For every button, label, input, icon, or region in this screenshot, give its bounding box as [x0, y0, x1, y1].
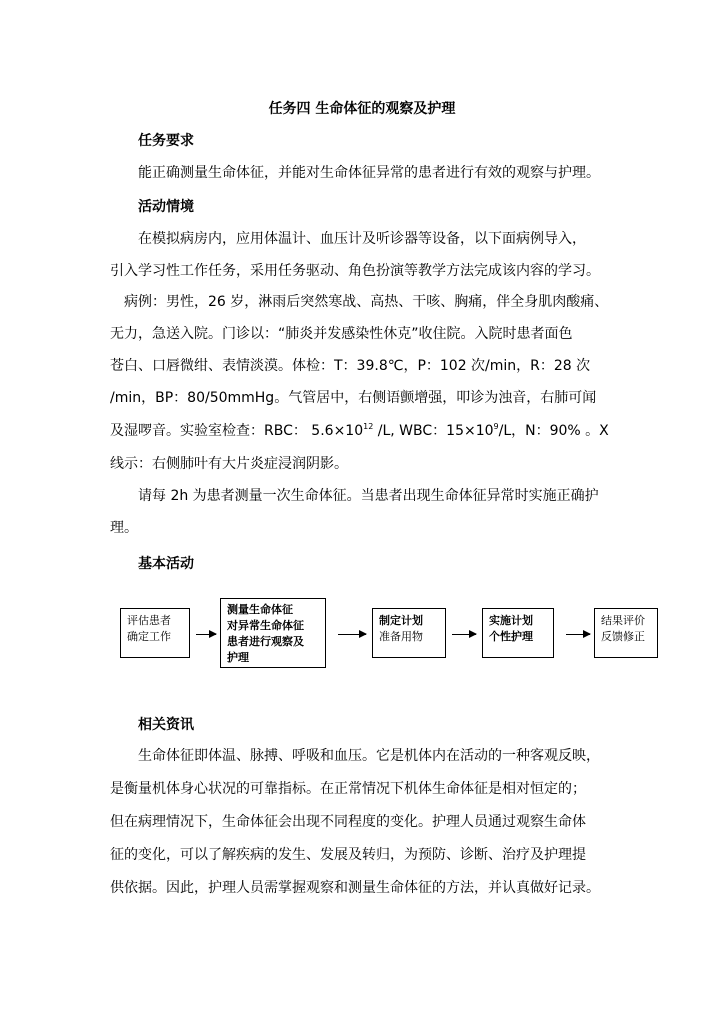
paragraph-line: 病例：男性，26 岁，淋雨后突然寒战、高热、干咳、胸痛，伴全身肌肉酸痛、 [124, 294, 609, 310]
flow-step-implement [482, 608, 554, 658]
lab-exponent-wbc: 9 [493, 422, 499, 431]
flow-arrow [566, 634, 590, 635]
paragraph-line: 生命体征即体温、脉搏、呼吸和血压。它是机体内在活动的一种客观反映， [138, 748, 600, 764]
paragraph-line: 在模拟病房内，应用体温计、血压计及听诊器等设备，以下面病例导入， [138, 231, 586, 247]
paragraph-line: 供依据。因此，护理人员需掌握观察和测量生命体征的方法，并认真做好记录。 [110, 880, 600, 896]
paragraph-line: 请每 2h 为患者测量一次生命体征。当患者出现生命体征异常时实施正确护 [138, 488, 599, 504]
heading-basic-activity: 基本活动 [138, 556, 194, 572]
flow-step-text: 评估患者 [127, 614, 171, 627]
paragraph-line: 理。 [110, 520, 138, 536]
paragraph-line: /min，BP：80/50mmHg。气管居中，右侧语颤增强，叩诊为浊音，右肺可闻 [110, 390, 597, 406]
flow-step-measure [220, 598, 326, 668]
flow-step-text: 准备用物 [379, 630, 423, 643]
flow-step-text: 制定计划 [379, 614, 423, 627]
flow-step-text: 护理 [227, 651, 249, 664]
heading-activity-context: 活动情境 [138, 199, 194, 215]
flow-step-text: 测量生命体征 [227, 603, 293, 616]
heading-task-requirement: 任务要求 [138, 133, 194, 149]
lab-mid: /L, WBC：15×10 [373, 423, 494, 439]
flow-step-text: 对异常生命体征 [227, 619, 304, 632]
paragraph-line: 征的变化，可以了解疾病的发生、发展及转归，为预防、诊断、治疗及护理提 [110, 847, 586, 863]
flow-arrow [196, 634, 216, 635]
flow-arrow [452, 634, 476, 635]
paragraph-line: 是衡量机体身心状况的可靠指标。在正常情况下机体生命体征是相对恒定的； [110, 781, 586, 797]
paragraph-line: 苍白、口唇微绀、表情淡漠。体检：T：39.8℃，P：102 次/min，R：28 次 [110, 358, 591, 374]
flow-step-plan [372, 608, 446, 658]
flow-step-text: 确定工作 [127, 630, 171, 643]
paragraph-line: 引入学习性工作任务，采用任务驱动、角色扮演等教学方法完成该内容的学习。 [110, 263, 600, 279]
paragraph-line: 能正确测量生命体征，并能对生命体征异常的患者进行有效的观察与护理。 [138, 165, 600, 181]
lab-suffix: /L，N：90% 。X [498, 423, 609, 439]
flow-step-evaluate [594, 608, 658, 658]
lab-prefix: 及湿啰音。实验室检查：RBC： 5.6×10 [110, 423, 364, 439]
page-title: 任务四 生命体征的观察及护理 [268, 101, 456, 117]
lab-exponent-rbc: 12 [363, 422, 374, 431]
flow-step-text: 实施计划 [489, 614, 533, 627]
flow-step-text: 患者进行观察及 [227, 635, 304, 648]
paragraph-line: 线示：右侧肺叶有大片炎症浸润阴影。 [110, 456, 348, 472]
heading-related-info: 相关资讯 [138, 717, 194, 733]
lab-results-line [110, 422, 609, 440]
flow-step-text: 结果评价 [601, 614, 645, 627]
flow-step-text: 个性护理 [489, 630, 533, 643]
paragraph-line: 但在病理情况下，生命体征会出现不同程度的变化。护理人员通过观察生命体 [110, 814, 586, 830]
flow-step-assess [120, 608, 190, 658]
flow-arrow [338, 634, 366, 635]
flow-step-text: 反馈修正 [601, 630, 645, 643]
paragraph-line: 无力，急送入院。门诊以：“肺炎并发感染性休克”收住院。入院时患者面色 [110, 326, 573, 342]
